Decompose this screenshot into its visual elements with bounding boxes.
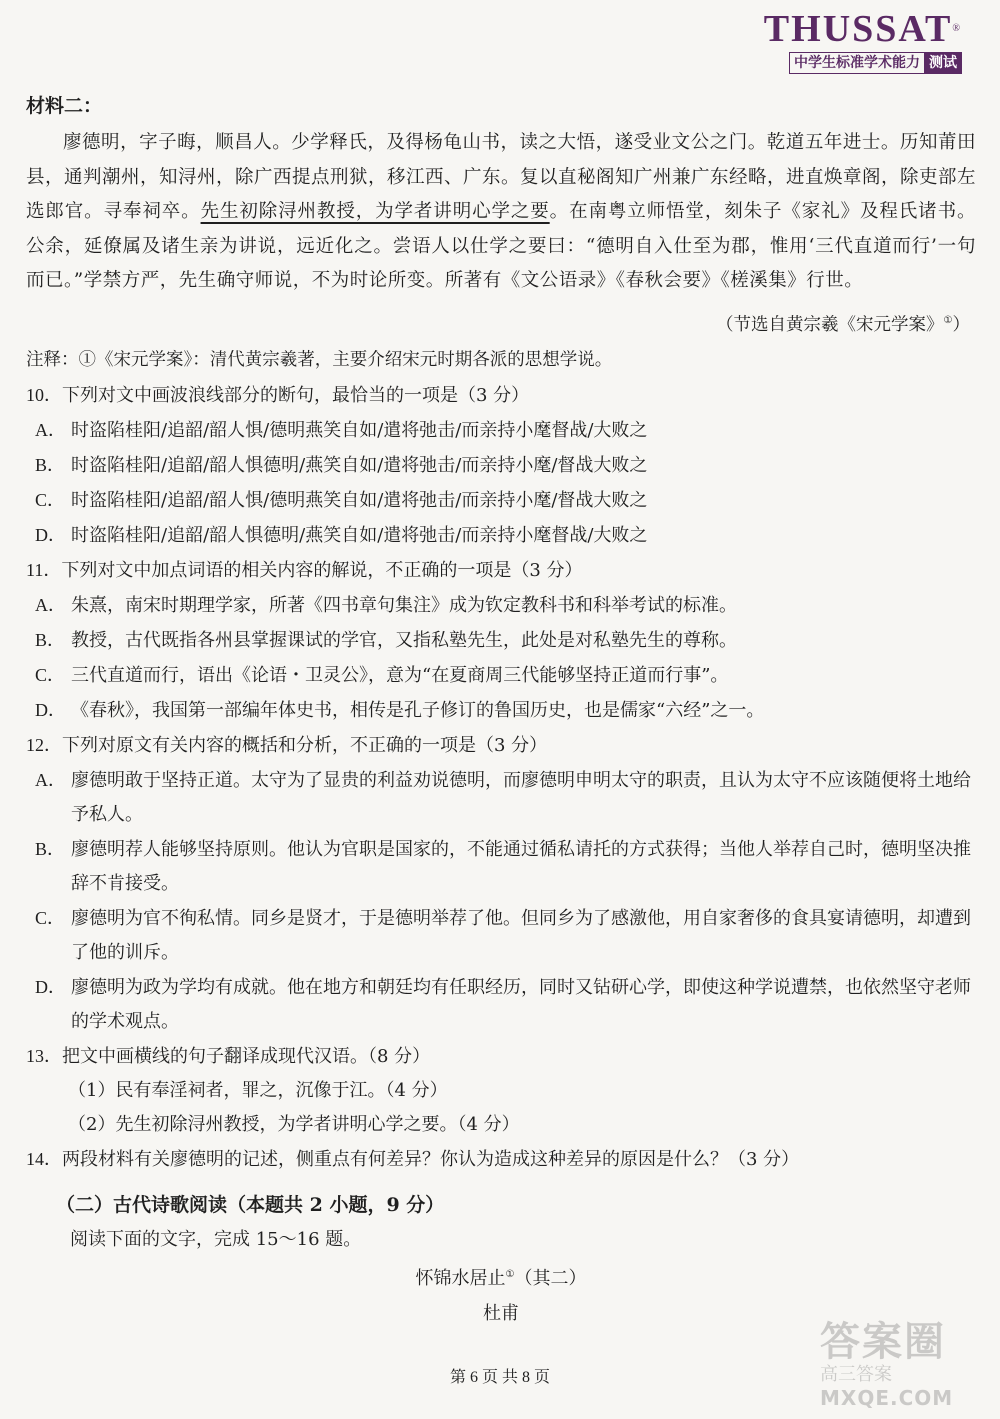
q11-option-c: C． 三代直道而行，语出《论语・卫灵公》，意为“在夏商周三代能够坚持正道而行事”。 [35,665,729,687]
logo-tag: 测试 [924,52,962,74]
passage-underlined-sentence: 先生初除浔州教授，为学者讲明心学之要 [200,201,550,222]
watermark-small-text: 高三答案 [820,1364,892,1385]
q10-option-a: A． 时盗陷桂阳/追韶/韶人惧/德明燕笑自如/遣将弛击/而亲持小麾督战/大败之 [35,420,648,442]
section-2-title: （二）古代诗歌阅读（本题共 2 小题，9 分） [56,1194,445,1217]
passage [26,126,976,299]
thussat-logo [747,8,962,74]
passage-part-2: 。在南粤立师悟堂，刻朱子《家礼》及程氏诸书。公余，延僚属及诸生亲为讲说，远近化之。尝语人以仕学之要曰：“德明自入仕至为郡，惟用‘三代直道而行’一句而已。”学禁方严，先生确守师说，不为时论所变。所著有《文公语录》《春秋会要》《槎溪集》行世。 [26,201,976,291]
q10-option-b: B． 时盗陷桂阳/追韶/韶人惧德明/燕笑自如/遣将弛击/而亲持小麾/督战大败之 [35,455,648,477]
question-12: 12．下列对原文有关内容的概括和分析，不正确的一项是（3 分） [26,735,548,757]
watermark-url: MXQE.COM [820,1386,954,1410]
annotation-note: 注释：①《宋元学案》：清代黄宗羲著，主要介绍宋元时期各派的思想学说。 [26,350,613,371]
poem-author: 杜甫 [483,1303,519,1325]
q11-option-d: D． 《春秋》，我国第一部编年体史书，相传是孔子修订的鲁国历史，也是儒家“六经”之一。 [35,700,765,722]
q11-option-b: B． 教授，古代既指各州县掌握课试的学官，又指私塾先生，此处是对私塾先生的尊称。 [35,630,737,652]
q12-option-b: B． 廖德明荐人能够坚持原则。他认为官职是国家的，不能通过循私请托的方式获得；当他人举荐自己时，德明坚决推辞不肯接受。 [35,839,971,895]
section-2-intro: 阅读下面的文字，完成 15～16 题。 [70,1229,362,1251]
question-10: 10．下列对文中画波浪线部分的断句，最恰当的一项是（3 分） [26,385,530,407]
material-heading: 材料二： [26,95,103,117]
q12-option-c: C． 廖德明为官不徇私情。同乡是贤才，于是德明举荐了他。但同乡为了感激他，用自家奢侈的食具宴请德明，却遭到了他的训斥。 [35,908,971,964]
document-body [26,92,976,1331]
question-11: 11．下列对文中加点词语的相关内容的解说，不正确的一项是（3 分） [26,560,583,582]
poem-title: 怀锦水居止①（其二） [415,1268,587,1290]
q13-sub-1: （1）民有奉淫祠者，罪之，沉像于江。（4 分） [68,1080,448,1102]
logo-subtitle [747,52,962,74]
q12-option-a: A． 廖德明敢于坚持正道。太守为了显贵的利益劝说德明，而廖德明申明太守的职责，且认为太守不应该随便将土地给予私人。 [35,770,971,826]
question-13: 13．把文中画横线的句子翻译成现代汉语。（8 分） [26,1046,431,1068]
logo-wordmark: THUSSAT® [763,8,962,50]
q13-sub-2: （2）先生初除浔州教授，为学者讲明心学之要。（4 分） [68,1114,520,1136]
passage-part-1: 廖德明，字子晦，顺昌人。少学释氏，及得杨龟山书，读之大悟，遂受业文公之门。乾道五年进士。历知莆田县，通判潮州，知浔州，除广西提点刑狱，移江西、广东。复以直秘阁知广州兼广东经略，进直焕章阁，除吏部左选郎官。寻奉祠卒。 [26,132,977,222]
q12-option-d: D． 廖德明为政为学均有成就。他在地方和朝廷均有任职经历，同时又钻研心学，即使这种学说遭禁，也依然坚守老师的学术观点。 [35,977,971,1033]
q10-option-c: C． 时盗陷桂阳/追韶/韶人惧/德明燕笑自如/遣将弛击/而亲持小麾/督战大败之 [35,490,648,512]
q10-option-d: D． 时盗陷桂阳/追韶/韶人惧德明/燕笑自如/遣将弛击/而亲持小麾督战/大败之 [35,525,648,547]
page-footer: 第 6 页 共 8 页 [449,1369,550,1386]
source-citation: （节选自黄宗羲《宋元学案》①） [716,314,970,335]
logo-subtitle-text: 中学生标准学术能力 [789,52,924,74]
watermark-logo [820,1320,970,1410]
question-14: 14．两段材料有关廖德明的记述，侧重点有何差异？你认为造成这种差异的原因是什么？（3 分） [26,1149,800,1171]
q11-option-a: A． 朱熹，南宋时期理学家，所著《四书章句集注》成为钦定教科书和科举考试的标准。 [35,595,737,617]
watermark-big-text: 答案圈 [820,1319,946,1365]
